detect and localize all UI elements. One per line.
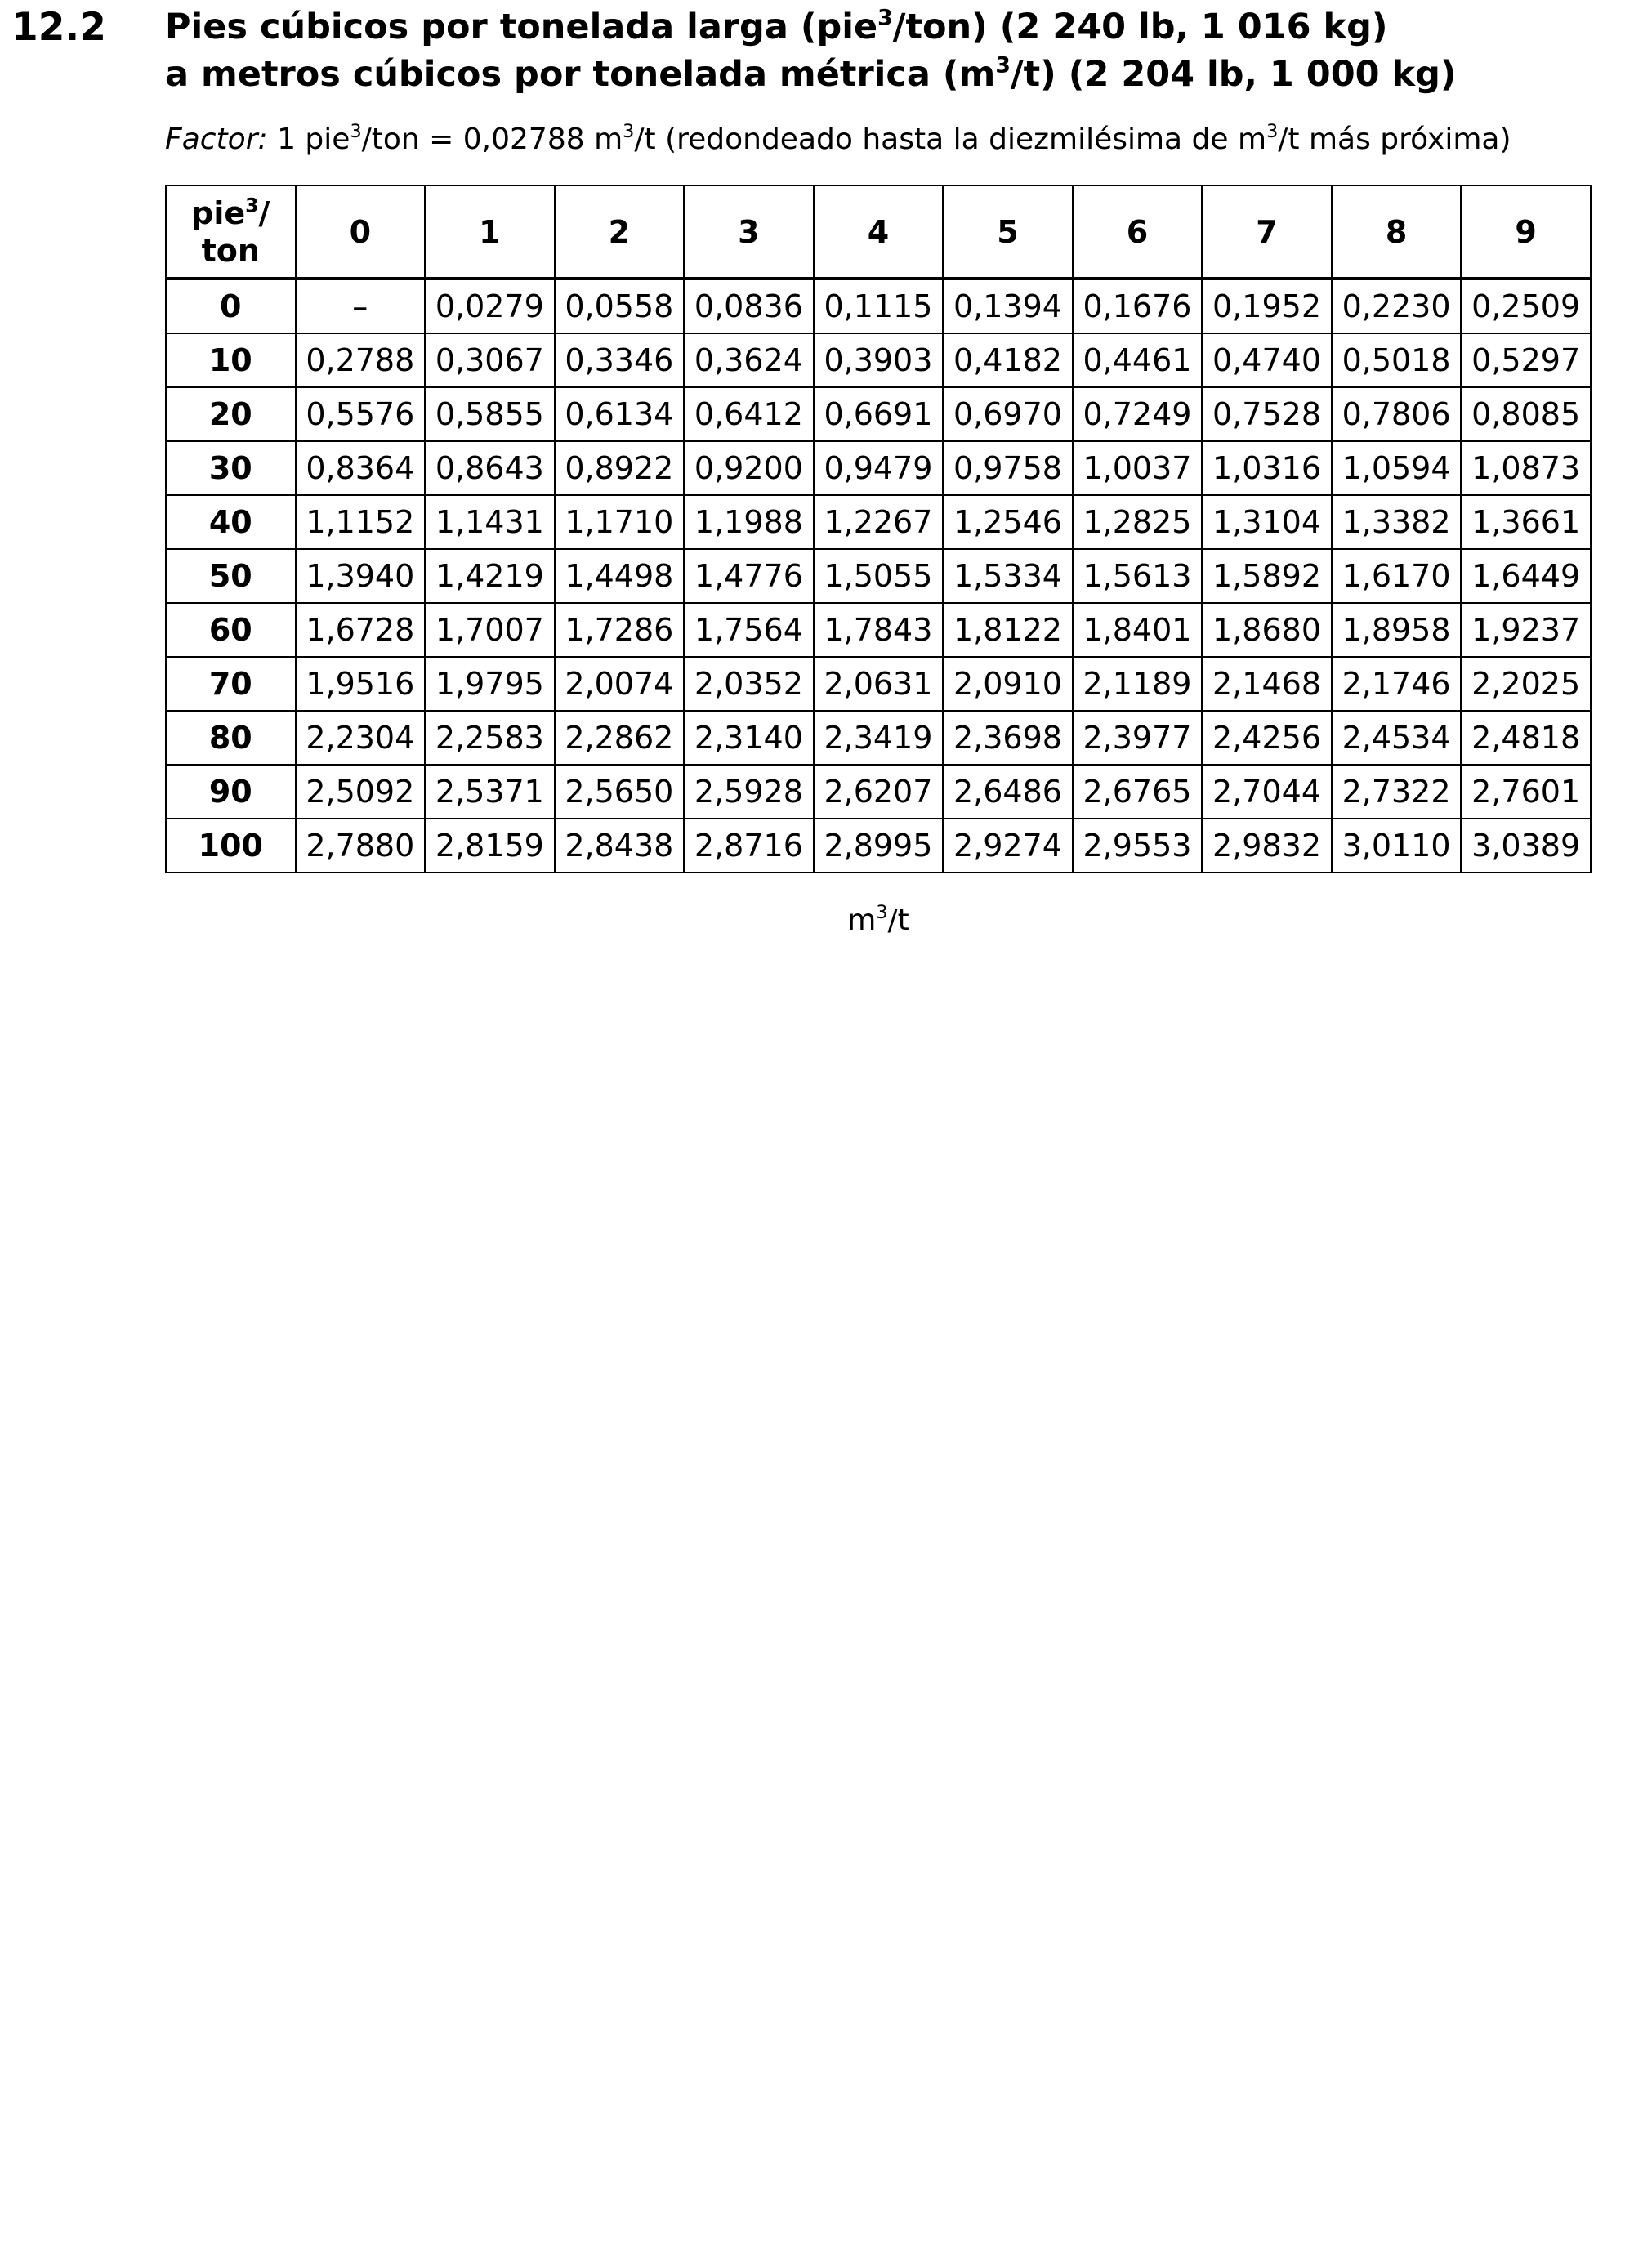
table-cell: 0,6134 <box>555 387 685 441</box>
title-line-1-text-end: /ton) (2 240 lb, 1 016 kg) <box>892 7 1388 47</box>
table-cell: 3,0389 <box>1461 819 1591 873</box>
column-header: 1 <box>425 185 555 279</box>
table-cell: 2,4256 <box>1202 711 1332 765</box>
table-cell: 3,0110 <box>1332 819 1462 873</box>
table-cell: 2,7880 <box>296 819 426 873</box>
table-row <box>166 603 1591 657</box>
table-row <box>166 549 1591 603</box>
title-line-2-superscript: 3 <box>995 52 1011 78</box>
corner-header-text: pie <box>191 194 246 231</box>
table-cell: 1,7843 <box>814 603 944 657</box>
table-cell: 0,4740 <box>1202 333 1332 387</box>
table-cell: 1,0873 <box>1461 441 1591 495</box>
table-cell: 2,8438 <box>555 819 685 873</box>
table-cell: 1,6449 <box>1461 549 1591 603</box>
table-cell: 0,7249 <box>1073 387 1203 441</box>
row-header: 20 <box>166 387 296 441</box>
factor-text: 1 pie <box>267 123 350 156</box>
table-cell: 2,5928 <box>684 765 814 819</box>
factor-text: /t (redondeado hasta la diezmilésima de m <box>634 123 1267 156</box>
table-cell: 1,3661 <box>1461 495 1591 549</box>
table-row <box>166 711 1591 765</box>
unit-caption <box>165 902 1592 940</box>
title-line-2-text: a metros cúbicos por tonelada métrica (m <box>165 54 996 95</box>
table-cell: 2,3419 <box>814 711 944 765</box>
table-cell: 1,3940 <box>296 549 426 603</box>
table-cell: 2,0631 <box>814 657 944 711</box>
table-cell: 1,9237 <box>1461 603 1591 657</box>
table-row <box>166 765 1591 819</box>
corner-header-slash: / <box>258 194 270 231</box>
table-cell: 0,1952 <box>1202 279 1332 333</box>
table-cell: 1,6170 <box>1332 549 1462 603</box>
table-cell: 1,0037 <box>1073 441 1203 495</box>
table-cell: 0,3903 <box>814 333 944 387</box>
table-cell: 0,9479 <box>814 441 944 495</box>
table-body <box>166 279 1591 873</box>
column-header: 3 <box>684 185 814 279</box>
title-line-2-text-end: /t) (2 204 lb, 1 000 kg) <box>1010 54 1457 95</box>
factor-text: /t más próxima) <box>1278 123 1511 156</box>
title-line-1 <box>165 3 1457 51</box>
table-cell: 1,5334 <box>943 549 1073 603</box>
table-cell: 0,1394 <box>943 279 1073 333</box>
table-row <box>166 279 1591 333</box>
table-cell: 0,1676 <box>1073 279 1203 333</box>
table-cell: 2,3977 <box>1073 711 1203 765</box>
table-cell: 1,2267 <box>814 495 944 549</box>
column-header: 8 <box>1332 185 1462 279</box>
table-cell: 1,7564 <box>684 603 814 657</box>
table-cell: 1,3382 <box>1332 495 1462 549</box>
table-cell: 0,3624 <box>684 333 814 387</box>
table-cell: 2,2862 <box>555 711 685 765</box>
row-header: 30 <box>166 441 296 495</box>
table-cell: 2,1746 <box>1332 657 1462 711</box>
table-cell: 1,2546 <box>943 495 1073 549</box>
row-header: 0 <box>166 279 296 333</box>
table-cell: 1,9516 <box>296 657 426 711</box>
table-cell: 2,0910 <box>943 657 1073 711</box>
table-cell: 2,7044 <box>1202 765 1332 819</box>
table-cell: 1,5892 <box>1202 549 1332 603</box>
corner-header-superscript: 3 <box>245 193 259 217</box>
table-cell: 0,5297 <box>1461 333 1591 387</box>
table-header-row <box>166 185 1591 279</box>
table-cell: 0,3067 <box>425 333 555 387</box>
table-cell: 1,4776 <box>684 549 814 603</box>
table-row <box>166 495 1591 549</box>
table-cell: 0,5018 <box>1332 333 1462 387</box>
table-cell: 0,2509 <box>1461 279 1591 333</box>
table-cell: 2,3140 <box>684 711 814 765</box>
table-cell: 1,1431 <box>425 495 555 549</box>
row-header: 80 <box>166 711 296 765</box>
table-cell: 1,5613 <box>1073 549 1203 603</box>
title-line-1-text: Pies cúbicos por tonelada larga (pie <box>165 7 878 47</box>
factor-superscript: 3 <box>623 121 635 143</box>
table-cell: 2,3698 <box>943 711 1073 765</box>
table-cell: 0,7528 <box>1202 387 1332 441</box>
table-row <box>166 333 1591 387</box>
table-cell: 2,6486 <box>943 765 1073 819</box>
table-cell: 0,8922 <box>555 441 685 495</box>
table-cell: 1,7286 <box>555 603 685 657</box>
row-header: 100 <box>166 819 296 873</box>
table-cell: 1,1152 <box>296 495 426 549</box>
table-cell: 1,6728 <box>296 603 426 657</box>
table-cell: 2,6765 <box>1073 765 1203 819</box>
table-cell: 0,8643 <box>425 441 555 495</box>
column-header: 7 <box>1202 185 1332 279</box>
corner-header-text-line-2: ton <box>201 232 260 269</box>
table-cell: 0,9200 <box>684 441 814 495</box>
table-cell: 2,9832 <box>1202 819 1332 873</box>
factor-superscript: 3 <box>350 121 362 143</box>
table-cell: 1,3104 <box>1202 495 1332 549</box>
table-cell: 2,2025 <box>1461 657 1591 711</box>
table-cell: 0,4182 <box>943 333 1073 387</box>
table-cell: 1,1710 <box>555 495 685 549</box>
title-line-1-superscript: 3 <box>877 5 893 31</box>
table-row <box>166 819 1591 873</box>
corner-header <box>166 185 296 279</box>
unit-caption-text: m <box>847 904 877 937</box>
column-header: 9 <box>1461 185 1591 279</box>
row-header: 50 <box>166 549 296 603</box>
table-cell: 2,9553 <box>1073 819 1203 873</box>
table-row <box>166 441 1591 495</box>
factor-text: /ton = 0,02788 m <box>361 123 623 156</box>
table-cell: 0,7806 <box>1332 387 1462 441</box>
column-header: 6 <box>1073 185 1203 279</box>
page-title <box>165 3 1457 98</box>
table-cell: 0,5855 <box>425 387 555 441</box>
column-header: 5 <box>943 185 1073 279</box>
table-cell: 0,6970 <box>943 387 1073 441</box>
table-cell: 0,2230 <box>1332 279 1462 333</box>
table-cell: 1,8958 <box>1332 603 1462 657</box>
table-cell: 0,3346 <box>555 333 685 387</box>
table-row <box>166 657 1591 711</box>
factor-label: Factor: <box>165 123 268 156</box>
table-cell: 2,5092 <box>296 765 426 819</box>
table-row <box>166 387 1591 441</box>
table-cell: 0,1115 <box>814 279 944 333</box>
unit-caption-text-end: /t <box>887 904 909 937</box>
table-cell: 2,1468 <box>1202 657 1332 711</box>
table-cell: 0,0836 <box>684 279 814 333</box>
table-cell: 2,0352 <box>684 657 814 711</box>
table-cell: 2,4534 <box>1332 711 1462 765</box>
table-cell: 0,4461 <box>1073 333 1203 387</box>
table-cell: 1,8680 <box>1202 603 1332 657</box>
table-cell: 2,9274 <box>943 819 1073 873</box>
table-cell: 2,7322 <box>1332 765 1462 819</box>
column-header: 4 <box>814 185 944 279</box>
column-header: 0 <box>296 185 426 279</box>
table-cell: 0,6691 <box>814 387 944 441</box>
conversion-factor <box>165 119 1511 160</box>
table-cell: – <box>296 279 426 333</box>
conversion-table <box>165 185 1592 873</box>
column-header: 2 <box>555 185 685 279</box>
table-cell: 2,6207 <box>814 765 944 819</box>
table-cell: 0,5576 <box>296 387 426 441</box>
table-cell: 2,1189 <box>1073 657 1203 711</box>
table-cell: 0,6412 <box>684 387 814 441</box>
table-cell: 1,2825 <box>1073 495 1203 549</box>
table-cell: 2,7601 <box>1461 765 1591 819</box>
table-cell: 1,0594 <box>1332 441 1462 495</box>
table-cell: 2,5650 <box>555 765 685 819</box>
table-cell: 0,8085 <box>1461 387 1591 441</box>
table-cell: 0,2788 <box>296 333 426 387</box>
table-cell: 1,0316 <box>1202 441 1332 495</box>
row-header: 60 <box>166 603 296 657</box>
title-line-2 <box>165 51 1457 98</box>
table-cell: 2,0074 <box>555 657 685 711</box>
unit-caption-superscript: 3 <box>876 902 888 924</box>
table-cell: 0,0279 <box>425 279 555 333</box>
table-cell: 2,2583 <box>425 711 555 765</box>
table-cell: 1,1988 <box>684 495 814 549</box>
table-cell: 0,8364 <box>296 441 426 495</box>
table-cell: 2,8995 <box>814 819 944 873</box>
section-number: 12.2 <box>11 5 106 50</box>
table-cell: 2,4818 <box>1461 711 1591 765</box>
table-cell: 2,5371 <box>425 765 555 819</box>
row-header: 70 <box>166 657 296 711</box>
factor-superscript: 3 <box>1266 121 1279 143</box>
table-cell: 1,8122 <box>943 603 1073 657</box>
table-cell: 1,8401 <box>1073 603 1203 657</box>
row-header: 90 <box>166 765 296 819</box>
table-cell: 2,8159 <box>425 819 555 873</box>
table-cell: 1,4498 <box>555 549 685 603</box>
table-cell: 1,7007 <box>425 603 555 657</box>
table-cell: 1,5055 <box>814 549 944 603</box>
row-header: 40 <box>166 495 296 549</box>
table-cell: 1,4219 <box>425 549 555 603</box>
table-cell: 1,9795 <box>425 657 555 711</box>
table-cell: 0,9758 <box>943 441 1073 495</box>
row-header: 10 <box>166 333 296 387</box>
table-cell: 2,2304 <box>296 711 426 765</box>
table-cell: 0,0558 <box>555 279 685 333</box>
table-cell: 2,8716 <box>684 819 814 873</box>
